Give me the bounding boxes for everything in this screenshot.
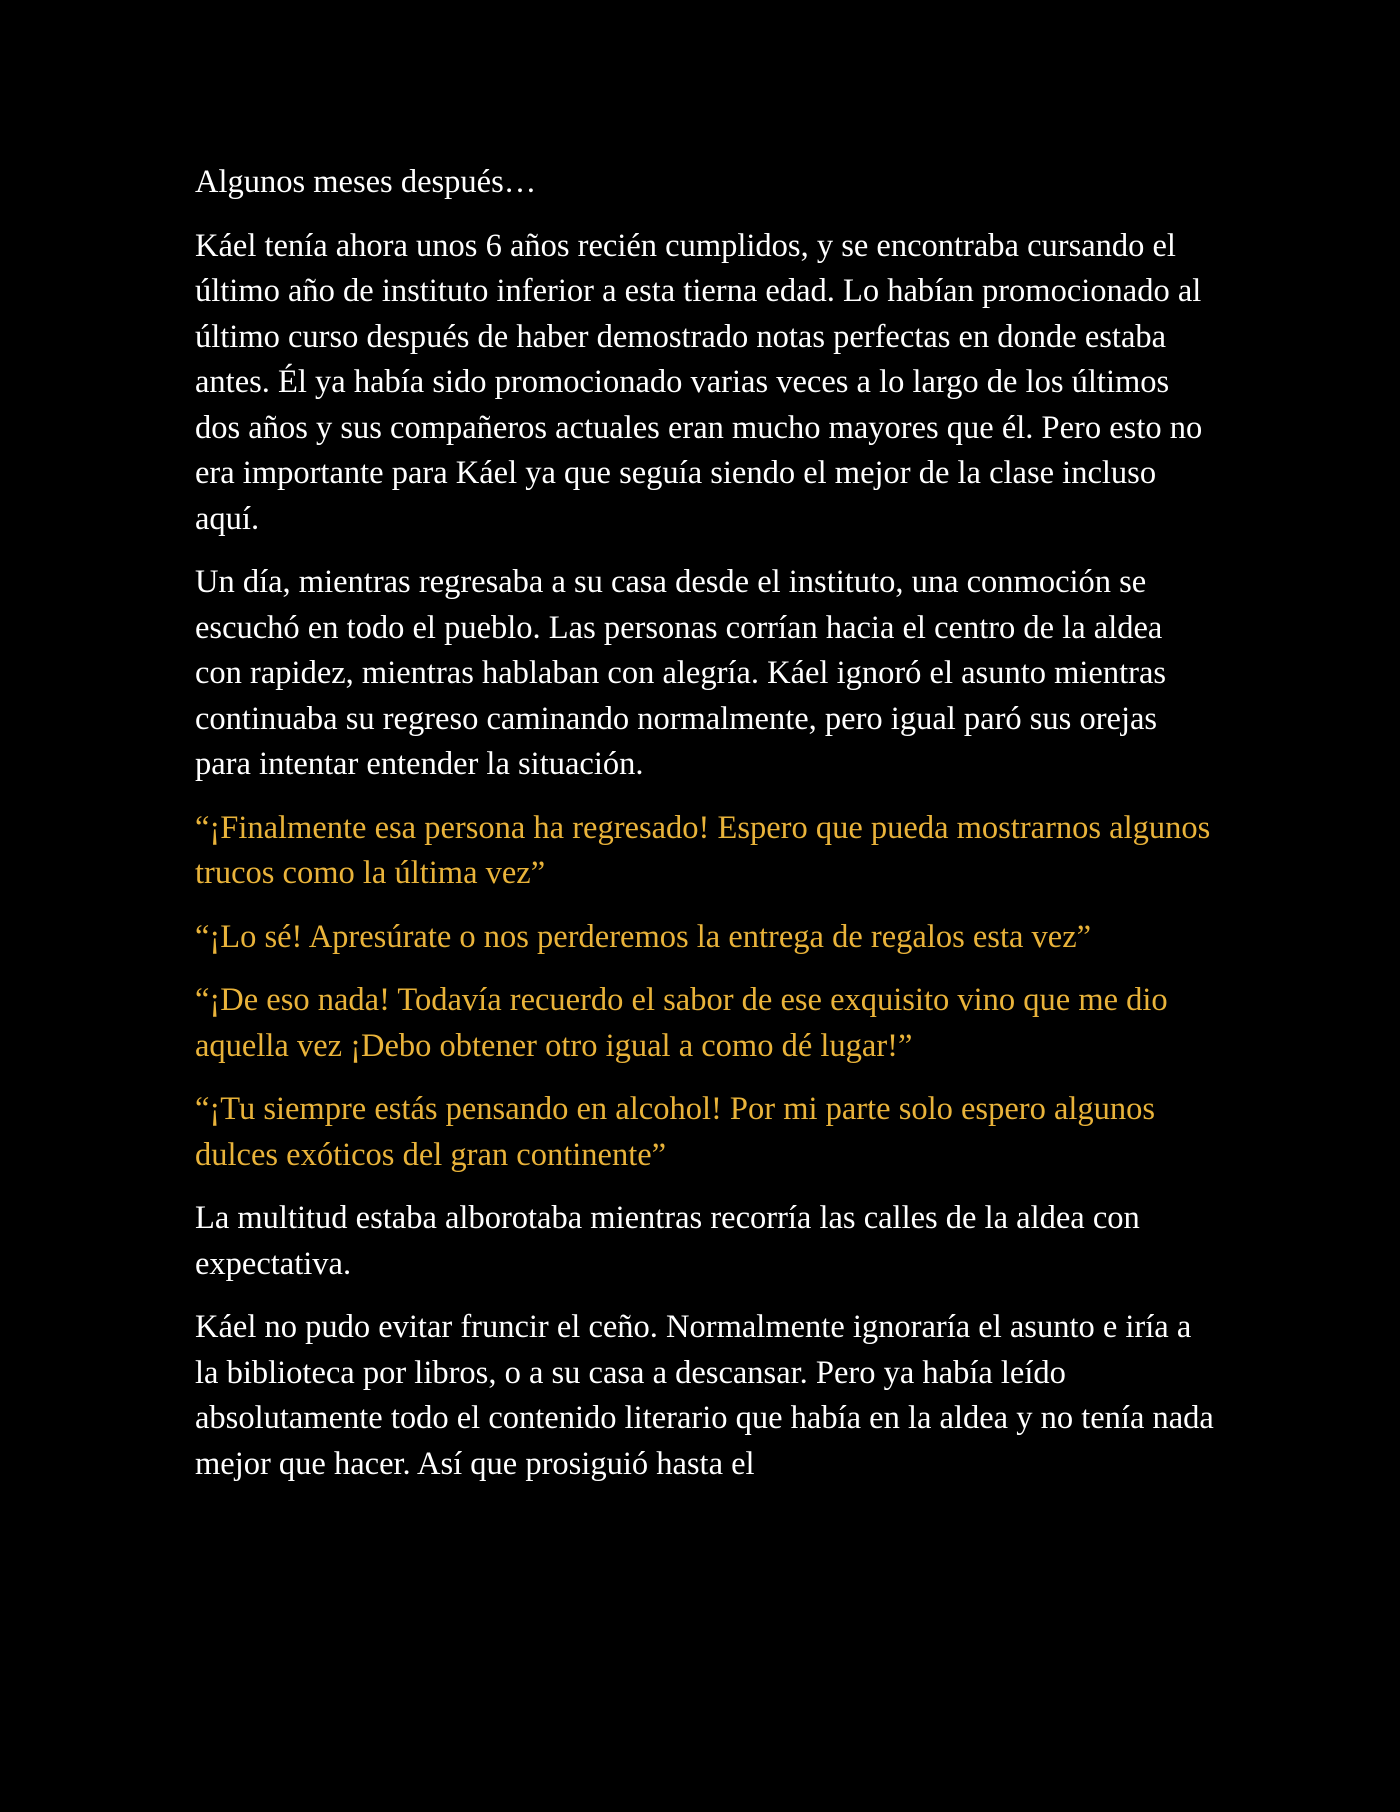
narration-paragraph: Un día, mientras regresaba a su casa desde el instituto, una conmoción se escuchó en todo el pueblo. Las personas corrían hacia el centro de la aldea con rapidez, mientras hablaban con alegría. Káel ignoró el asunto mientras continuaba su regreso caminando normalmente, pero igual paró sus orejas para intentar entender la situación.	[195, 564, 1167, 782]
text-column	[195, 160, 1215, 1505]
dialogue-paragraph: “¡Tu siempre estás pensando en alcohol! Por mi parte solo espero algunos dulces exóticos del gran continente”	[195, 1091, 1156, 1173]
dialogue-paragraph: “¡Finalmente esa persona ha regresado! Espero que pueda mostrarnos algunos trucos como la última vez”	[195, 809, 1211, 891]
dialogue-paragraph: “¡De eso nada! Todavía recuerdo el sabor de ese exquisito vino que me dio aquella vez ¡Debo obtener otro igual a como dé lugar!”	[195, 982, 1168, 1064]
narration-paragraph: Algunos meses después…	[195, 164, 537, 200]
narration-paragraph: Káel tenía ahora unos 6 años recién cumplidos, y se encontraba cursando el último año de instituto inferior a esta tierna edad. Lo habían promocionado al último curso después de haber demostrado notas perfectas en donde estaba antes. Él ya había sido promocionado varias veces a lo largo de los últimos dos años y sus compañeros actuales eran mucho mayores que él. Pero esto no era importante para Káel ya que seguía siendo el mejor de la clase incluso aquí.	[195, 227, 1203, 537]
narration-paragraph: La multitud estaba alborotaba mientras recorría las calles de la aldea con expectativa.	[195, 1200, 1140, 1282]
dialogue-paragraph: “¡Lo sé! Apresúrate o nos perderemos la entrega de regalos esta vez”	[195, 918, 1092, 955]
narration-paragraph: Káel no pudo evitar fruncir el ceño. Normalmente ignoraría el asunto e iría a la biblioteca por libros, o a su casa a descansar. Pero ya había leído absolutamente todo el contenido literario que había en la aldea y no tenía nada mejor que hacer. Así que prosiguió hasta el	[195, 1309, 1214, 1482]
